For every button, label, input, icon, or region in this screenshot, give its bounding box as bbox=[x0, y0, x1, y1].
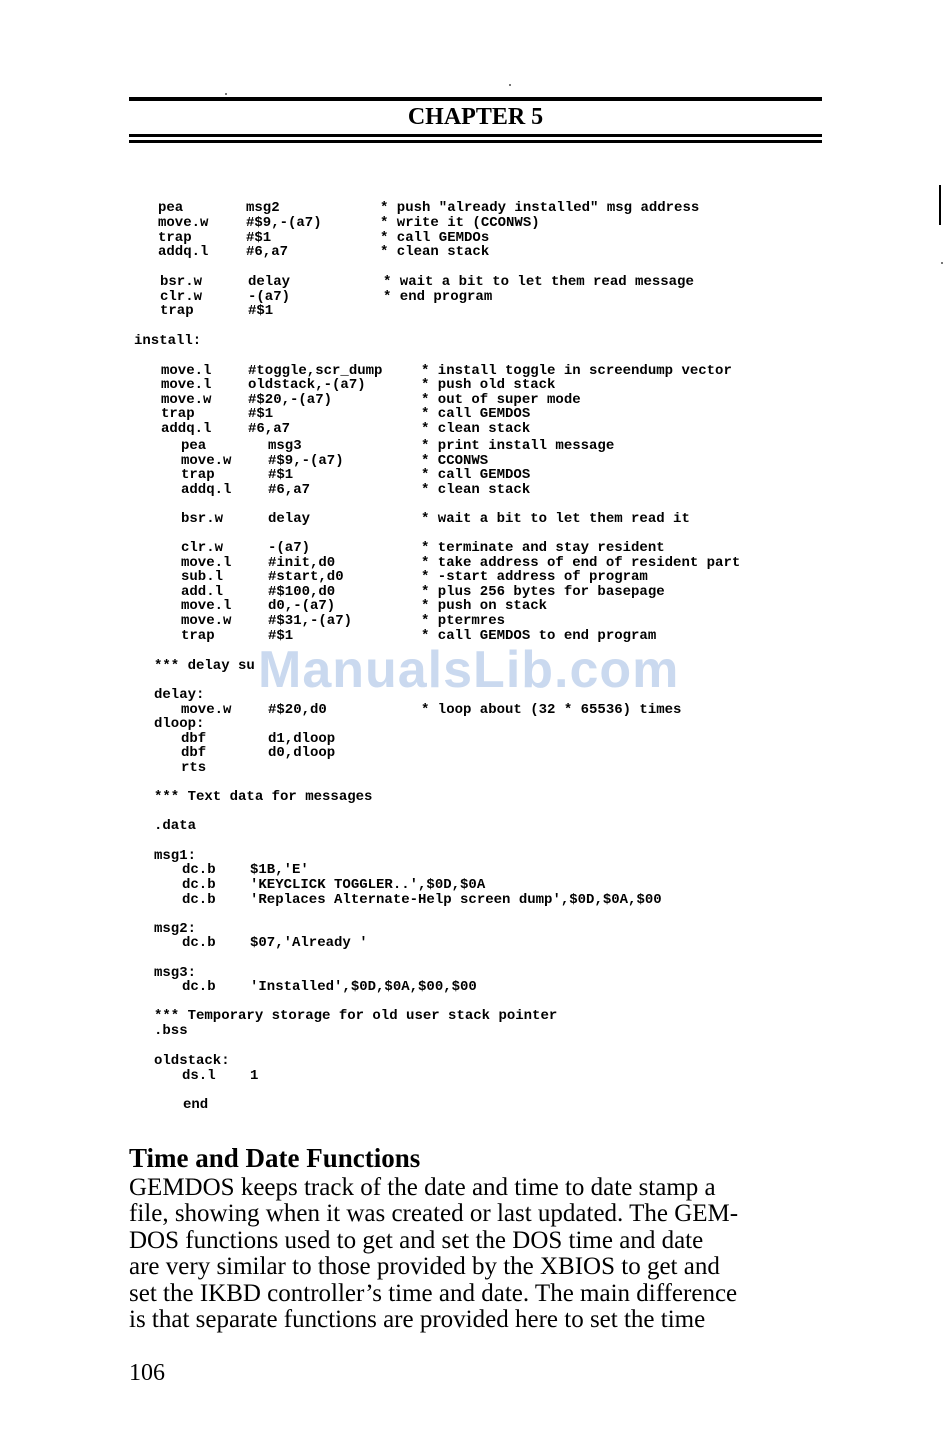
code-opcode: rts bbox=[181, 760, 207, 776]
code-opcode: move.w bbox=[161, 392, 212, 408]
code-opcode: pea bbox=[158, 200, 184, 216]
code-opcode: addq.l bbox=[181, 482, 232, 498]
code-opcode: move.l bbox=[161, 363, 212, 379]
code-operand: d1,dloop bbox=[268, 731, 336, 747]
code-opcode: dbf bbox=[181, 731, 207, 747]
code-operand: #$1 bbox=[248, 406, 274, 422]
code-comment: * call GEMDOS bbox=[421, 406, 531, 422]
paragraph-line: is that separate functions are provided here to set the time bbox=[129, 1306, 706, 1334]
code-opcode: bsr.w bbox=[181, 511, 224, 527]
code-opcode: move.l bbox=[181, 555, 232, 571]
code-opcode: trap bbox=[161, 406, 195, 422]
code-opcode: ds.l bbox=[182, 1068, 216, 1084]
code-comment: * ptermres bbox=[421, 613, 506, 629]
code-comment: * take address of end of resident part bbox=[421, 555, 741, 571]
code-label: install: bbox=[134, 333, 202, 349]
paragraph-line: DOS functions used to get and set the DOS time and date bbox=[129, 1226, 704, 1254]
code-comment: * wait a bit to let them read it bbox=[421, 511, 690, 527]
code-comment: * clean stack bbox=[421, 482, 531, 498]
code-label: msg3: bbox=[154, 965, 197, 981]
code-comment: * loop about (32 * 65536) times bbox=[421, 702, 682, 718]
code-operand: #$9,-(a7) bbox=[268, 453, 344, 469]
code-opcode: move.l bbox=[161, 377, 212, 393]
code-operand: 'Installed',$0D,$0A,$00,$00 bbox=[250, 979, 477, 995]
code-operand: #$31,-(a7) bbox=[268, 613, 353, 629]
code-operand: #$1 bbox=[268, 467, 294, 483]
code-comment: * write it (CCONWS) bbox=[380, 215, 540, 231]
code-operand: d0,dloop bbox=[268, 745, 336, 761]
paragraph-line: file, showing when it was created or last updated. The GEM- bbox=[129, 1200, 739, 1228]
code-opcode: dc.b bbox=[182, 862, 216, 878]
code-label: msg2: bbox=[154, 921, 197, 937]
code-operand: #$20,-(a7) bbox=[248, 392, 333, 408]
code-operand: #$100,d0 bbox=[268, 584, 336, 600]
code-comment: * call GEMDOS bbox=[421, 467, 531, 483]
paragraph-line: GEMDOS keeps track of the date and time to date stamp a bbox=[129, 1174, 716, 1201]
speck bbox=[509, 84, 511, 86]
code-opcode: clr.w bbox=[160, 289, 203, 305]
code-opcode: bsr.w bbox=[160, 274, 203, 290]
speck bbox=[941, 262, 943, 264]
code-opcode: trap bbox=[158, 230, 192, 246]
code-operand: oldstack,-(a7) bbox=[248, 377, 366, 393]
code-operand: msg3 bbox=[268, 438, 302, 454]
code-operand: delay bbox=[248, 274, 291, 290]
section-heading: Time and Date Functions bbox=[129, 1143, 421, 1173]
watermark: ManualsLib.com bbox=[258, 641, 680, 699]
code-opcode: dc.b bbox=[182, 935, 216, 951]
code-opcode: trap bbox=[160, 303, 194, 319]
code-opcode: move.w bbox=[181, 613, 232, 629]
code-opcode: clr.w bbox=[181, 540, 224, 556]
code-operand: msg2 bbox=[246, 200, 280, 216]
code-opcode: dc.b bbox=[182, 892, 216, 908]
code-opcode: move.w bbox=[158, 215, 209, 231]
body-paragraph bbox=[129, 1175, 822, 1333]
code-operand: #$1 bbox=[248, 303, 274, 319]
code-label: *** Text data for messages bbox=[154, 789, 373, 805]
code-operand: $07,'Already ' bbox=[250, 935, 368, 951]
paragraph-line: are very similar to those provided by the XBIOS to get and bbox=[129, 1253, 720, 1281]
code-operand: 'KEYCLICK TOGGLER..',$0D,$0A bbox=[250, 877, 486, 893]
code-opcode: trap bbox=[181, 628, 215, 644]
code-opcode: trap bbox=[181, 467, 215, 483]
header-rule-bottom-2 bbox=[129, 140, 822, 143]
code-comment: * push old stack bbox=[421, 377, 556, 393]
code-comment: * clean stack bbox=[380, 244, 490, 260]
code-operand: d0,-(a7) bbox=[268, 598, 336, 614]
code-operand: #init,d0 bbox=[268, 555, 336, 571]
code-operand: delay bbox=[268, 511, 311, 527]
code-comment: * push "already installed" msg address bbox=[380, 200, 700, 216]
code-comment: * push on stack bbox=[421, 598, 548, 614]
code-opcode: addq.l bbox=[158, 244, 209, 260]
code-operand: #6,a7 bbox=[248, 421, 291, 437]
code-operand: -(a7) bbox=[268, 540, 311, 556]
code-comment: * clean stack bbox=[421, 421, 531, 437]
code-opcode: sub.l bbox=[181, 569, 224, 585]
code-comment: * install toggle in screendump vector bbox=[421, 363, 732, 379]
code-label: *** Temporary storage for old user stack pointer bbox=[154, 1008, 558, 1024]
code-operand: -(a7) bbox=[248, 289, 291, 305]
code-comment: * -start address of program bbox=[421, 569, 648, 585]
code-label: .data bbox=[154, 818, 197, 834]
code-operand: #$9,-(a7) bbox=[246, 215, 322, 231]
code-comment: * print install message bbox=[421, 438, 615, 454]
code-opcode: dc.b bbox=[182, 979, 216, 995]
margin-mark bbox=[939, 185, 941, 225]
code-label: oldstack: bbox=[154, 1053, 230, 1069]
code-label: *** delay su bbox=[154, 658, 255, 674]
code-operand: #6,a7 bbox=[268, 482, 311, 498]
code-label: .bss bbox=[154, 1023, 188, 1039]
header-rule-top bbox=[129, 97, 822, 101]
code-comment: * out of super mode bbox=[421, 392, 581, 408]
code-operand: $1B,'E' bbox=[250, 862, 309, 878]
code-label: delay: bbox=[154, 687, 205, 703]
code-label: msg1: bbox=[154, 848, 197, 864]
code-opcode: addq.l bbox=[161, 421, 212, 437]
code-opcode: dbf bbox=[181, 745, 207, 761]
code-comment: * end program bbox=[383, 289, 493, 305]
page-number: 106 bbox=[129, 1360, 165, 1386]
code-operand: #start,d0 bbox=[268, 569, 344, 585]
code-operand: 1 bbox=[250, 1068, 259, 1084]
code-label: dloop: bbox=[154, 716, 205, 732]
code-operand: #toggle,scr_dump bbox=[248, 363, 383, 379]
chapter-heading: CHAPTER 5 bbox=[407, 104, 544, 130]
header-rule-bottom-1 bbox=[129, 134, 822, 137]
code-opcode: move.l bbox=[181, 598, 232, 614]
speck bbox=[225, 93, 227, 95]
code-opcode: dc.b bbox=[182, 877, 216, 893]
code-comment: * plus 256 bytes for basepage bbox=[421, 584, 665, 600]
code-comment: * CCONWS bbox=[421, 453, 489, 469]
code-operand: #6,a7 bbox=[246, 244, 289, 260]
paragraph-line: set the IKBD controller’s time and date. The main difference bbox=[129, 1279, 738, 1307]
code-comment: * terminate and stay resident bbox=[421, 540, 665, 556]
code-comment: * call GEMDOS to end program bbox=[421, 628, 657, 644]
code-comment: * wait a bit to let them read message bbox=[383, 274, 694, 290]
code-operand: #$1 bbox=[268, 628, 294, 644]
code-opcode: pea bbox=[181, 438, 207, 454]
code-comment: * call GEMDOs bbox=[380, 230, 490, 246]
code-opcode: end bbox=[183, 1097, 209, 1113]
code-opcode: move.w bbox=[181, 453, 232, 469]
code-operand: 'Replaces Alternate-Help screen dump',$0D,$0A,$00 bbox=[250, 892, 662, 908]
code-opcode: add.l bbox=[181, 584, 224, 600]
code-opcode: move.w bbox=[181, 702, 232, 718]
code-operand: #$20,d0 bbox=[268, 702, 327, 718]
code-operand: #$1 bbox=[246, 230, 272, 246]
